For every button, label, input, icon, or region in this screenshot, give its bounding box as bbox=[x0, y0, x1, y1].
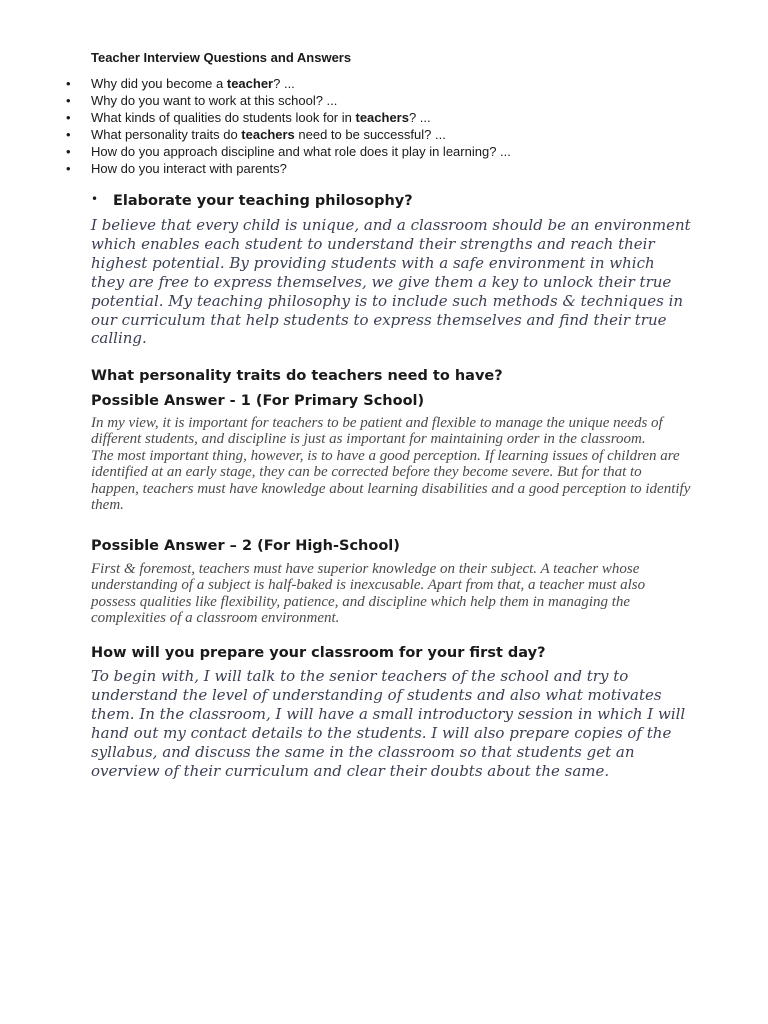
answer1-heading: Possible Answer - 1 (For Primary School) bbox=[91, 393, 425, 409]
question-item bbox=[91, 109, 511, 126]
question-text: How do you interact with parents? bbox=[91, 161, 287, 176]
philosophy-answer: I believe that every child is unique, and a classroom should be an environment which enables each student to understand their strengths and reach their highest potential. By providing students with a safe environment in which they are free to express themselves, we give them a key to unlock their true potential. My teaching philosophy is to include such methods & techniques in our curriculum that help students to express themselves and find their true calling. bbox=[91, 216, 691, 348]
question-text: need to be successful? ... bbox=[294, 127, 446, 142]
document-title: Teacher Interview Questions and Answers bbox=[91, 50, 352, 65]
answer2-heading: Possible Answer – 2 (For High-School) bbox=[91, 538, 400, 554]
question-list bbox=[91, 75, 511, 177]
bullet-glyph: • bbox=[91, 192, 99, 206]
question-text: ? ... bbox=[408, 110, 431, 125]
answer2-body: First & foremost, teachers must have superior knowledge on their subject. A teacher whose understanding of a subject is half-baked is inexcusable. Apart from that, a teacher must also possess qualities like flexibility, patience, and discipline which help them in managing the complexities of a classroom environment. bbox=[91, 561, 646, 627]
question-text: Why did you become a bbox=[91, 76, 227, 91]
question-item bbox=[91, 143, 511, 160]
question-text: What kinds of qualities do students look for in bbox=[91, 110, 356, 125]
philosophy-heading: Elaborate your teaching philosophy? bbox=[113, 193, 413, 209]
first-day-heading: How will you prepare your classroom for your first day? bbox=[91, 645, 546, 661]
question-text: Why do you want to work at this school? ... bbox=[91, 93, 338, 108]
answer1-paragraph: The most important thing, however, is to have a good perception. If learning issues of children are identified at an early stage, they can be corrected before they become severe. But for that to happen, teachers must have knowledge about learning disabilities and a good perception to identify them. bbox=[91, 447, 691, 514]
answer1-body bbox=[91, 415, 691, 513]
question-keyword: teacher bbox=[226, 76, 274, 91]
traits-heading: What personality traits do teachers need to have? bbox=[91, 368, 503, 384]
question-item bbox=[91, 126, 511, 143]
first-day-answer: To begin with, I will talk to the senior teachers of the school and try to understand the level of understanding of students and also what motivates them. In the classroom, I will have a small introductory session in which I will hand out my contact details to the students. I will also prepare copies of the syllabus, and discuss the same in the classroom so that students get an overview of their curriculum and clear their doubts about the same. bbox=[91, 667, 686, 780]
question-text: How do you approach discipline and what role does it play in learning? ... bbox=[91, 144, 511, 159]
question-text: ? ... bbox=[273, 76, 295, 91]
answer1-paragraph: In my view, it is important for teachers to be patient and flexible to manage the unique needs of different students, and discipline is just as important for maintaining order in the classroom. bbox=[91, 415, 663, 448]
question-keyword: teachers bbox=[355, 110, 409, 125]
question-item bbox=[91, 160, 511, 177]
question-item bbox=[91, 75, 511, 92]
question-item bbox=[91, 92, 511, 109]
question-keyword: teachers bbox=[241, 127, 295, 142]
question-text: What personality traits do bbox=[91, 127, 242, 142]
